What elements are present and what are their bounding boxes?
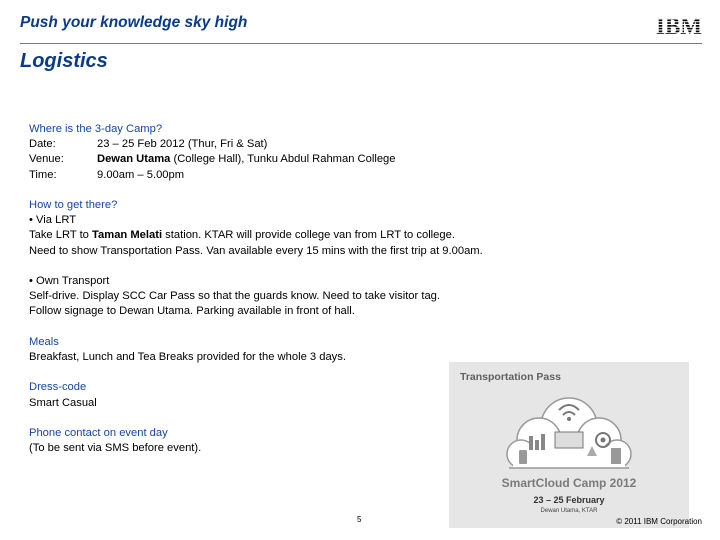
phone-icon	[519, 450, 527, 464]
dress-code-heading: Dress-code	[29, 381, 87, 394]
phone-text: (To be sent via SMS before event).	[29, 442, 202, 455]
venue-label: Venue:	[29, 153, 64, 166]
page-number: 5	[357, 515, 362, 524]
lrt-station: Taman Melati	[92, 229, 163, 242]
date-row	[29, 137, 483, 152]
pass-camp-name: SmartCloud Camp 2012	[501, 476, 637, 490]
ibm-logo	[656, 14, 702, 36]
own-transport-line-2: Follow signage to Dewan Utama. Parking available in front of hall.	[29, 305, 355, 318]
phone-heading: Phone contact on event day	[29, 426, 168, 439]
slide-tagline: Push your knowledge sky high	[20, 14, 248, 31]
camp-question: Where is the 3-day Camp?	[29, 123, 163, 135]
header-rule	[20, 43, 702, 44]
venue-details: (College Hall), Tunku Abdul Rahman College	[170, 153, 396, 166]
own-transport-bullet: • Own Transport	[29, 275, 110, 287]
transport-question: How to get there?	[29, 199, 118, 211]
svg-text:IBM: IBM	[656, 14, 702, 36]
server-icon	[611, 448, 621, 464]
dress-code-text: Smart Casual	[29, 396, 97, 409]
pass-venue: Dewan Utama, KTAR	[540, 508, 598, 514]
transportation-pass-image	[449, 362, 689, 528]
venue-row	[29, 152, 483, 167]
chart-icon	[529, 436, 533, 450]
page-title: Logistics	[20, 50, 108, 72]
date-value: 23 – 25 Feb 2012 (Thur, Fri & Sat)	[97, 138, 268, 151]
slide-body	[29, 122, 483, 456]
date-label: Date:	[29, 138, 56, 151]
meals-text: Breakfast, Lunch and Tea Breaks provided for the whole 3 days.	[29, 351, 346, 363]
time-row	[29, 168, 483, 183]
lrt-line-1: Take LRT to Taman Melati station. KTAR will provide college van from LRT to college.	[29, 229, 455, 242]
cloud-illustration	[499, 384, 639, 476]
copyright: © 2011 IBM Corporation	[616, 517, 702, 526]
time-label: Time:	[29, 168, 57, 181]
pass-title: Transportation Pass	[460, 371, 561, 383]
meals-heading: Meals	[29, 335, 59, 348]
laptop-icon	[555, 432, 583, 448]
pass-dates: 23 – 25 February	[533, 495, 605, 505]
own-transport-line-1: Self-drive. Display SCC Car Pass so that the guards know. Need to take visitor tag.	[29, 290, 441, 303]
lrt-bullet: • Via LRT	[29, 214, 77, 227]
time-value: 9.00am – 5.00pm	[97, 168, 185, 181]
lrt-line-2: Need to show Transportation Pass. Van available every 15 mins with the first trip at 9.00am.	[29, 244, 483, 257]
venue-value	[97, 152, 396, 167]
venue-name: Dewan Utama	[97, 153, 171, 166]
